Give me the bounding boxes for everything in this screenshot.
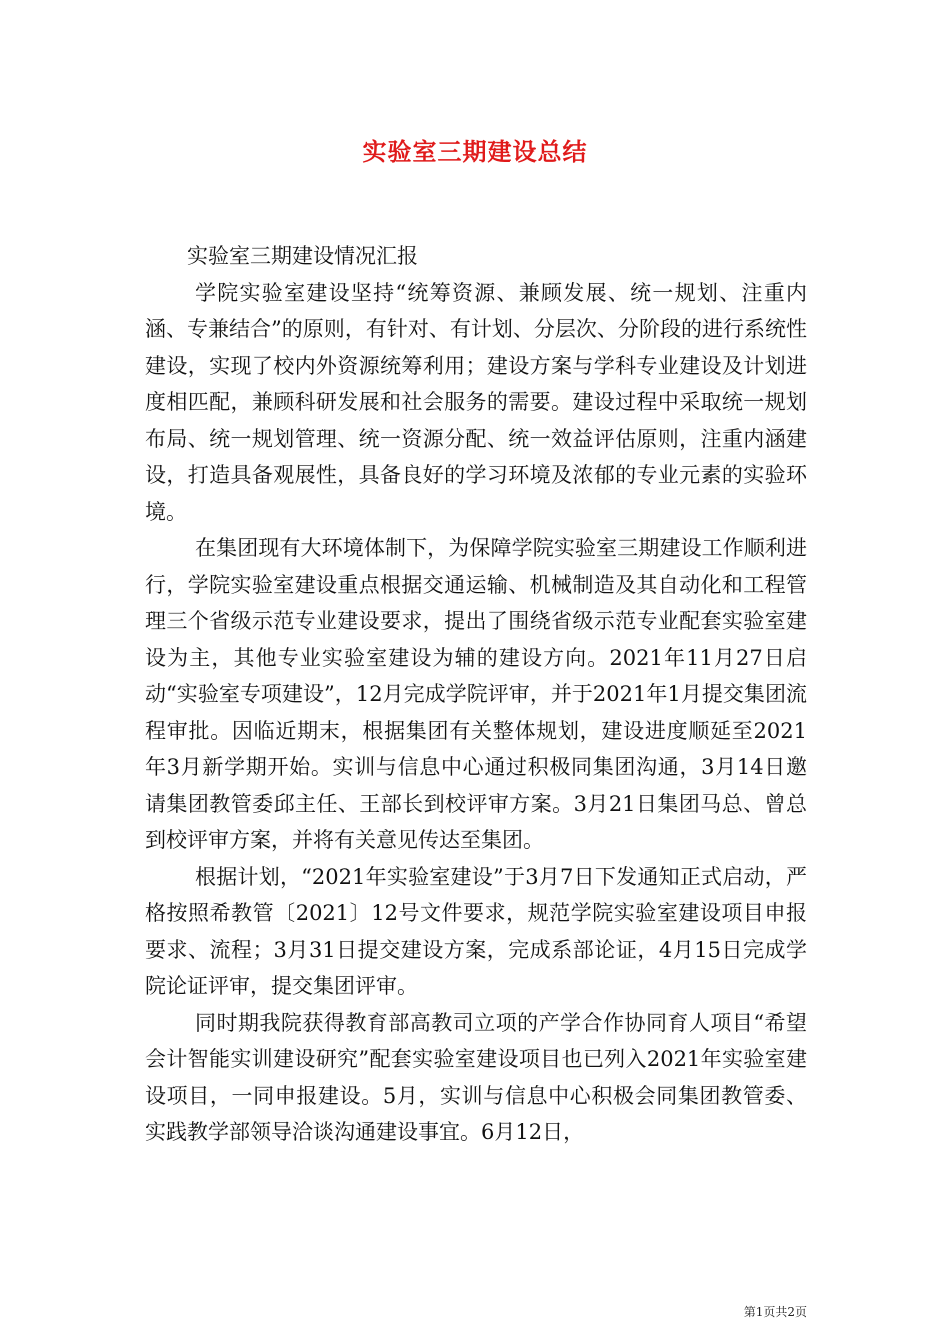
report-subtitle: 实验室三期建设情况汇报 [187,244,418,268]
paragraph-direction-timeline: 在集团现有大环境体制下，为保障学院实验室三期建设工作顺利进行，学院实验室建设重点根据交通运输、机械制造及其自动化和工程管理三个省级示范专业建设要求，提出了围绕省级示范专业配套实验室建设为主，其他专业实验室建设为辅的建设方向。2021年11月27日启动“实验室专项建设”，12月完成学院评审，并于2021年1月提交集团流程审批。因临近期末，根据集团有关整体规划，建设进度顺延至2021年3月新学期开始。实训与信息中心通过积极同集团沟通，3月14日邀请集团教管委邱主任、王部长到校评审方案。3月21日集团马总、曾总到校评审方案，并将有关意见传达至集团。 [145,536,807,852]
document-title: 实验室三期建设总结 [362,137,588,166]
document-body [145,238,807,1151]
paragraph-plan-launch: 根据计划，“2021年实验室建设”于3月7日下发通知正式启动，严格按照希教管〔2021〕12号文件要求，规范学院实验室建设项目申报要求、流程；3月31日提交建设方案，完成系部论证，4月15日完成学院论证评审，提交集团评审。 [145,864,807,998]
page-indicator: 第1页共2页 [743,1305,807,1319]
paragraph-coop-project: 同时期我院获得教育部高教司立项的产学合作协同育人项目“希望会计智能实训建设研究”配套实验室建设项目也已列入2021年实验室建设项目，一同申报建设。5月，实训与信息中心积极会同集团教管委、实践教学部领导洽谈沟通建设事宜。6月12日， [145,1010,807,1144]
paragraph-principles: 学院实验室建设坚持“统筹资源、兼顾发展、统一规划、注重内涵、专兼结合”的原则，有针对、有计划、分层次、分阶段的进行系统性建设，实现了校内外资源统筹利用；建设方案与学科专业建设及计划进度相匹配，兼顾科研发展和社会服务的需要。建设过程中采取统一规划布局、统一规划管理、统一资源分配、统一效益评估原则，注重内涵建设，打造具备观展性，具备良好的学习环境及浓郁的专业元素的实验环境。 [145,280,807,524]
